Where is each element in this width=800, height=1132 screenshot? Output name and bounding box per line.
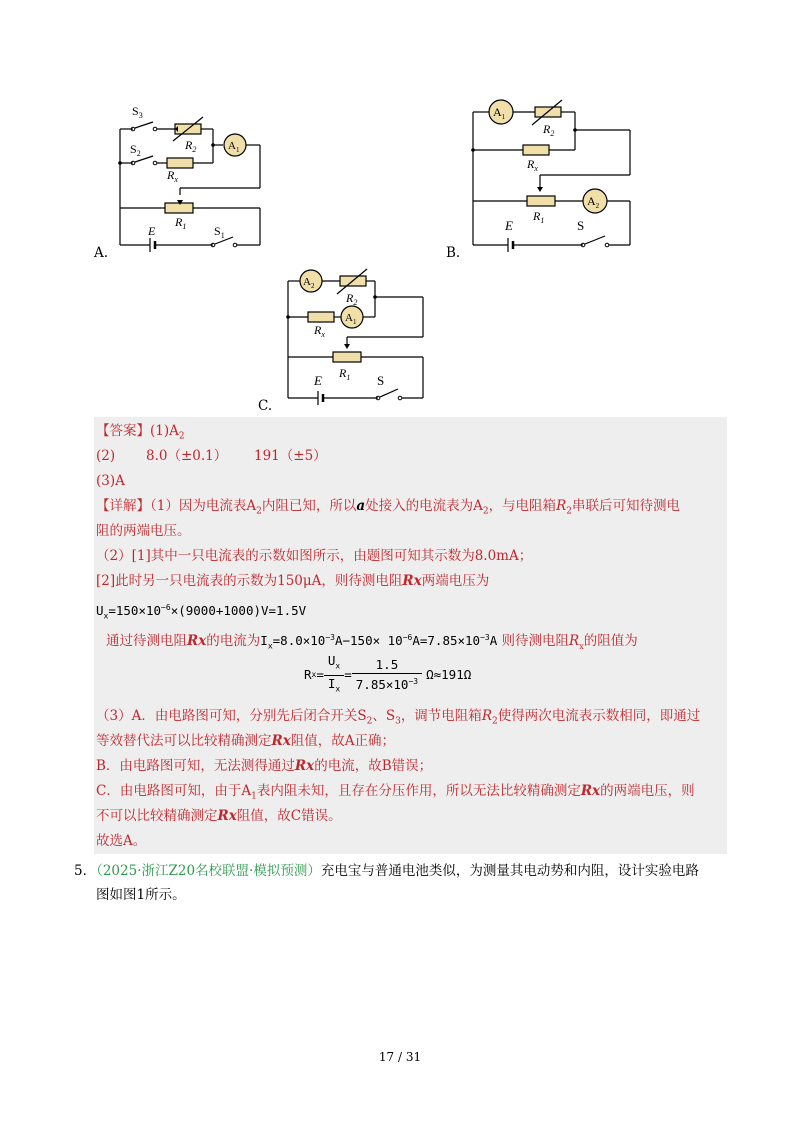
detail-line-13: 故选A。 <box>96 833 147 849</box>
label-rx: $R_x$ <box>314 323 325 339</box>
ammeter-a2-label: $A_2$ <box>303 276 315 290</box>
label-r2: $R_2$ <box>346 291 358 307</box>
circuit-diagram-a <box>95 95 275 265</box>
answer-line-3: (3)A <box>96 473 125 489</box>
label-rx: $R_x$ <box>527 157 538 173</box>
label-rx: $R_x$ <box>167 168 178 184</box>
detail-line-11: C．由电路图可知，由于$A_1$表内阻未知，且存在分压作用，所以无法比较精确测定Rx的两端电压，则 <box>96 783 695 802</box>
detail-line-9: 等效替代法可以比较精确测定Rx阻值，故A正确； <box>96 733 396 749</box>
circuit-diagram-c <box>280 265 435 410</box>
label-s: S <box>577 218 585 233</box>
label-e: E <box>148 224 156 238</box>
detail-line-2: 阻的两端电压。 <box>96 523 191 539</box>
label-r2: $R_2$ <box>185 138 197 154</box>
equation-ux: $U_x=150\times 10^{-6}\times(9000+1000)V=1.5V$ <box>96 603 307 621</box>
detail-line-10: B．由电路图可知，无法测得通过Rx的电流，故B错误； <box>96 758 433 774</box>
question-number: 5． <box>74 863 97 879</box>
detail-line-12: 不可以比较精确测定Rx阻值，故C错误。 <box>96 808 342 824</box>
ammeter-a1-label: $A_1$ <box>228 140 240 154</box>
label-s3: $S_3$ <box>132 104 143 120</box>
question-5-line-1: 5．（2025·浙江Z20名校联盟·模拟预测）充电宝与普通电池类似，为测量其电动势和内阻，设计实验电路 <box>74 863 699 879</box>
label-r1: $R_1$ <box>339 366 351 382</box>
label-s: S <box>377 373 385 388</box>
label-e: E <box>314 373 322 388</box>
label-r2: $R_2$ <box>543 122 555 138</box>
label-s2: $S_2$ <box>130 142 141 158</box>
detail-line-3: （2）[1]其中一只电流表的示数如图所示，由题图可知其示数为8.0mA； <box>96 548 533 564</box>
answer-line-2: (2) 8.0（±0.1） 191（±5） <box>96 448 327 464</box>
ammeter-a2-label: $A_2$ <box>587 194 600 210</box>
detail-line-6: 通过待测电阻Rx的电流为$I_x=8.0\times 10^{-3}A-150\times 10^{-6}A=7.85\times 10^{-3}A$ 则待测电阻$R_x$的阻值为 <box>106 633 638 651</box>
question-source: （2025·浙江Z20名校联盟·模拟预测） <box>96 863 321 879</box>
equation-rx: R x = $\frac{U_x}{I_x}$ = $\frac{1.5}{7.85\times 10^{-3}}$ Ω≈191Ω <box>304 653 472 693</box>
label-s1: $S_1$ <box>214 224 225 240</box>
detail-line-1: 【详解】（1）因为电流表$A_2$内阻已知，所以a处接入的电流表为$A_2$，与电阻箱$R_2$串联后可知待测电 <box>96 498 680 517</box>
circuit-diagram-b <box>465 95 645 260</box>
option-c-label: C. <box>258 398 273 414</box>
answer-line-1: 【答案】$(1)A_2$ <box>96 423 185 442</box>
detail-line-8: （3）A．由电路图可知，分别先后闭合开关$S_2$、$S_3$，调节电阻箱$R_2$使得两次电流表示数相同，即通过 <box>96 708 701 727</box>
label-r1: $R_1$ <box>533 209 545 225</box>
page-number: 17 / 31 <box>378 1050 422 1064</box>
question-5-line-2: 图如图1所示。 <box>96 887 186 903</box>
option-a-label: A. <box>94 245 109 261</box>
label-e: E <box>505 218 513 233</box>
detail-line-4: [2]此时另一只电流表的示数为150μA，则待测电阻Rx两端电压为 <box>96 573 490 589</box>
ammeter-a1-label: $A_1$ <box>345 312 357 326</box>
option-b-label: B. <box>446 245 461 261</box>
label-r1: $R_1$ <box>175 215 187 231</box>
ammeter-a1-label: $A_1$ <box>493 105 506 121</box>
